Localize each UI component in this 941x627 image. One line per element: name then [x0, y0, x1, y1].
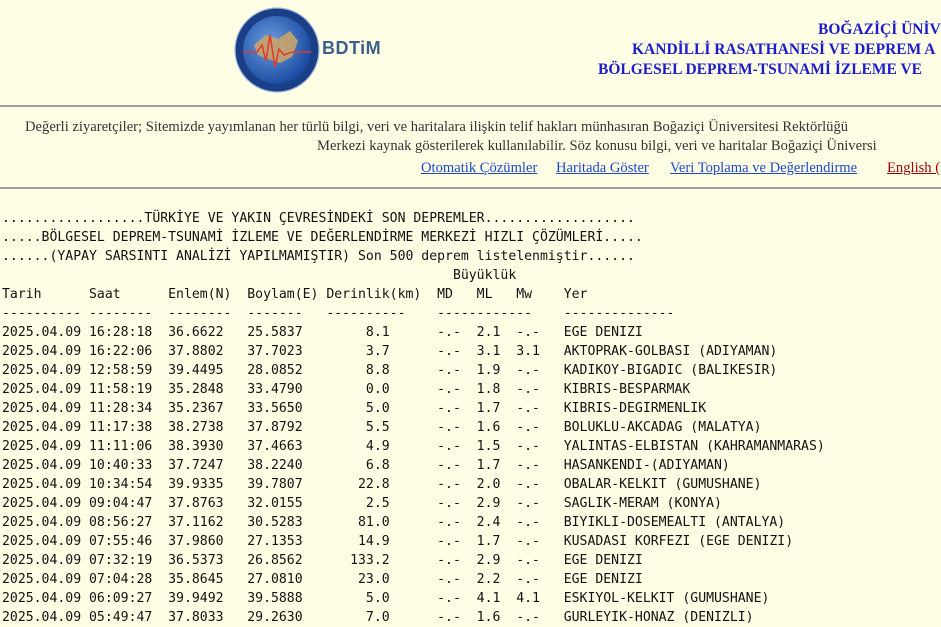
notice-line-2: Merkezi kaynak gösterilerek kullanılabilir. Söz konusu bilgi, veri ve haritalar Boğaziçi Üniversi [317, 138, 877, 154]
column-headers: Tarih Saat Enlem(N) Boylam(E) Derinlik(km) MD ML Mw Yer [2, 287, 588, 302]
earthquake-row: 2025.04.09 16:28:18 36.6622 25.5837 8.1 -.- 2.1 -.- EGE DENIZI [2, 325, 643, 340]
earthquake-row: 2025.04.09 16:22:06 37.8802 37.7023 3.7 -.- 3.1 3.1 AKTOPRAK-GOLBASI (ADIYAMAN) [2, 344, 778, 359]
title-line-1: BOĞAZİÇİ ÜNİV [818, 21, 941, 38]
earthquake-row: 2025.04.09 05:49:47 37.8033 29.2630 7.0 -.- 1.6 -.- GURLEYIK-HONAZ (DENIZLI) [2, 610, 754, 625]
link-automatic-solutions[interactable]: Otomatik Çözümler [421, 160, 538, 176]
earthquake-row: 2025.04.09 12:58:59 39.4495 28.0852 8.8 -.- 1.9 -.- KADIKOY-BIGADIC (BALIKESIR) [2, 363, 778, 378]
earthquake-row: 2025.04.09 11:17:38 38.2738 37.8792 5.5 -.- 1.6 -.- BOLUKLU-AKCADAG (MALATYA) [2, 420, 762, 435]
column-separator: ---------- -------- -------- ------- ---------- ------------ -------------- [2, 306, 675, 321]
link-english[interactable]: English ( [887, 160, 941, 176]
earthquake-row: 2025.04.09 07:55:46 37.9860 27.1353 14.9 -.- 1.7 -.- KUSADASI KORFEZI (EGE DENIZI) [2, 534, 794, 549]
listing-heading-3: ......(YAPAY SARSINTI ANALİZİ YAPILMAMIŞTIR) Son 500 deprem listelenmiştir...... [2, 249, 635, 264]
earthquake-listing [2, 209, 825, 627]
header-divider [0, 105, 941, 107]
earthquake-row: 2025.04.09 06:09:27 39.9492 39.5888 5.0 -.- 4.1 4.1 ESKIYOL-KELKIT (GUMUSHANE) [2, 591, 770, 606]
title-line-2: KANDİLLİ RASATHANESİ VE DEPREM A [632, 41, 936, 58]
earthquake-row: 2025.04.09 09:04:47 37.8763 32.0155 2.5 -.- 2.9 -.- SAGLIK-MERAM (KONYA) [2, 496, 722, 511]
earthquake-row: 2025.04.09 10:34:54 39.9335 39.7807 22.8 -.- 2.0 -.- OBALAR-KELKIT (GUMUSHANE) [2, 477, 762, 492]
earthquake-row: 2025.04.09 07:32:19 36.5373 26.8562 133.2 -.- 2.9 -.- EGE DENIZI [2, 553, 643, 568]
magnitude-group-header: Büyüklük [2, 268, 517, 283]
globe-seismograph-icon [232, 5, 322, 95]
listing-heading-2: .....BÖLGESEL DEPREM-TSUNAMİ İZLEME VE DEĞERLENDİRME MERKEZİ HIZLI ÇÖZÜMLERİ..... [2, 230, 643, 245]
earthquake-row: 2025.04.09 10:40:33 37.7247 38.2240 6.8 -.- 1.7 -.- HASANKENDI-(ADIYAMAN) [2, 458, 730, 473]
site-header [0, 0, 941, 104]
earthquake-row: 2025.04.09 11:58:19 35.2848 33.4790 0.0 -.- 1.8 -.- KIBRIS-BESPARMAK [2, 382, 691, 397]
earthquake-row: 2025.04.09 11:11:06 38.3930 37.4663 4.9 -.- 1.5 -.- YALINTAS-ELBISTAN (KAHRAMANMARAS) [2, 439, 825, 454]
notice-line-1: Değerli ziyaretçiler; Sitemizde yayımlanan her türlü bilgi, veri ve haritalara ilişkin telif hakları münhasıran Boğaziçi Üniversitesi Rektörlüğü [25, 119, 849, 135]
bdtim-logo[interactable] [232, 5, 392, 95]
link-data-collection[interactable]: Veri Toplama ve Değerlendirme [670, 160, 858, 176]
link-show-on-map[interactable]: Haritada Göster [556, 160, 649, 176]
title-line-3: BÖLGESEL DEPREM-TSUNAMİ İZLEME VE [598, 61, 922, 78]
earthquake-row: 2025.04.09 11:28:34 35.2367 33.5650 5.0 -.- 1.7 -.- KIBRIS-DEGIRMENLIK [2, 401, 707, 416]
earthquake-row: 2025.04.09 07:04:28 35.8645 27.0810 23.0 -.- 2.2 -.- EGE DENIZI [2, 572, 643, 587]
logo-text: BDTiM [322, 38, 382, 58]
earthquake-row: 2025.04.09 08:56:27 37.1162 30.5283 81.0 -.- 2.4 -.- BIYIKLI-DOSEMEALTI (ANTALYA) [2, 515, 786, 530]
content-divider [0, 187, 941, 189]
listing-heading-1: ..................TÜRKİYE VE YAKIN ÇEVRESİNDEKİ SON DEPREMLER................... [2, 211, 635, 226]
